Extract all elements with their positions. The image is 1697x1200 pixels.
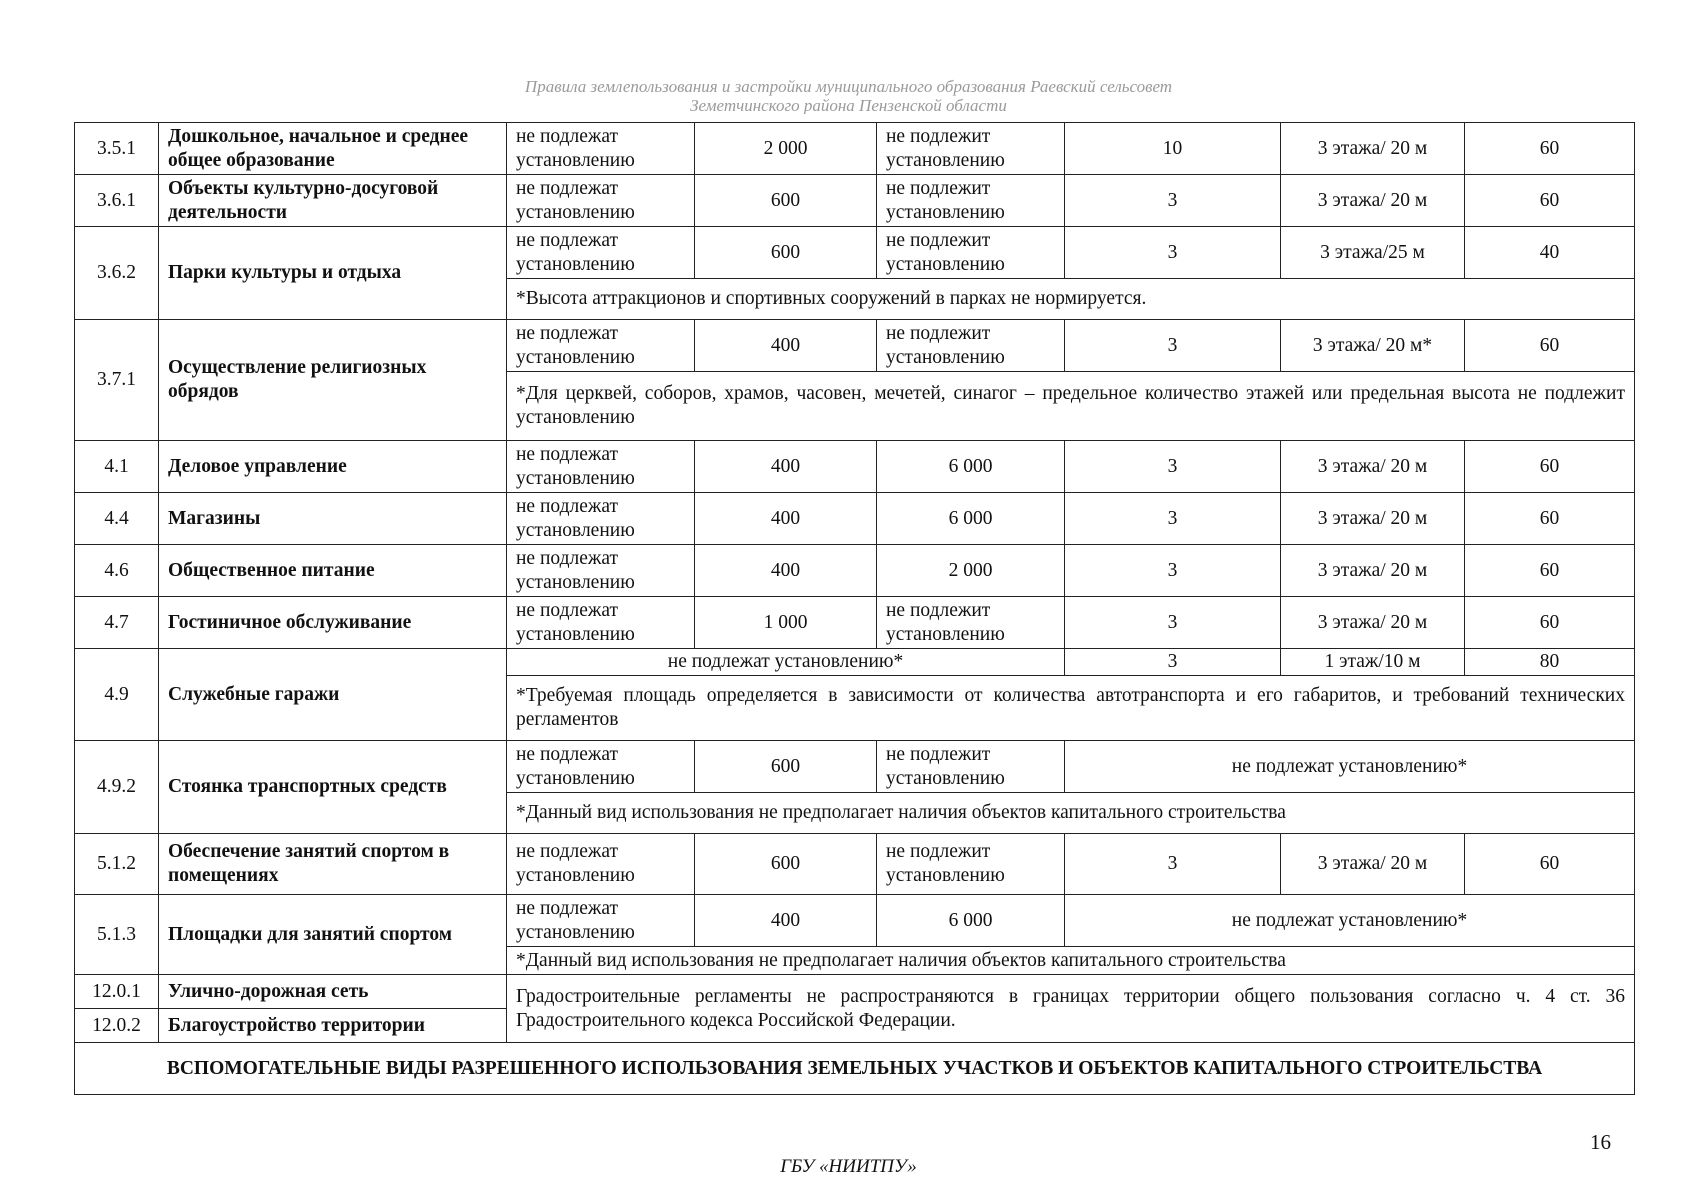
row-code: 4.1 <box>75 441 159 493</box>
row-code: 4.6 <box>75 545 159 597</box>
cell-value: 3 <box>1065 441 1281 493</box>
row-name: Парки культуры и отдыха <box>159 227 507 320</box>
cell-value: 3 этажа/ 20 м* <box>1281 320 1465 372</box>
row-name: Обеспечение занятий спортом в помещениях <box>159 834 507 895</box>
cell-value: не подлежит установлению <box>877 597 1065 649</box>
cell-value: 3 <box>1065 649 1281 676</box>
row-note: *Данный вид использования не предполагает наличия объектов капитального строительства <box>507 793 1635 834</box>
cell-value: 60 <box>1465 123 1635 175</box>
row-name: Осуществление религиозных обрядов <box>159 320 507 441</box>
row-name: Улично-дорожная сеть <box>159 975 507 1009</box>
cell-value: не подлежат установлению <box>507 227 695 279</box>
row-code: 12.0.2 <box>75 1009 159 1043</box>
cell-value: 3 <box>1065 175 1281 227</box>
cell-value: не подлежат установлению <box>507 175 695 227</box>
cell-value: 400 <box>695 545 877 597</box>
row-name: Площадки для занятий спортом <box>159 895 507 975</box>
cell-merged-value: не подлежат установлению* <box>507 649 1065 676</box>
cell-value: 3 этажа/ 20 м <box>1281 834 1465 895</box>
cell-value: не подлежит установлению <box>877 175 1065 227</box>
cell-value: 3 <box>1065 320 1281 372</box>
row-code: 4.9.2 <box>75 741 159 834</box>
row-name: Гостиничное обслуживание <box>159 597 507 649</box>
table-row <box>75 441 1635 493</box>
document-header <box>0 76 1697 114</box>
cell-value: не подлежат установлению <box>507 545 695 597</box>
header-line-2: Земетчинского района Пензенской области <box>690 98 1007 114</box>
table-row <box>75 320 1635 372</box>
cell-value: 400 <box>695 493 877 545</box>
cell-value: 2 000 <box>695 123 877 175</box>
cell-value: не подлежат установлению <box>507 493 695 545</box>
cell-value: 60 <box>1465 597 1635 649</box>
cell-merged-value: не подлежат установлению* <box>1065 895 1635 947</box>
row-name: Стоянка транспортных средств <box>159 741 507 834</box>
regulations-note: Градостроительные регламенты не распространяются в границах территории общего пользования согласно ч. 4 ст. 36 Градостроительного кодекса Российской Федерации. <box>507 975 1635 1043</box>
row-code: 3.7.1 <box>75 320 159 441</box>
row-note: *Требуемая площадь определяется в зависимости от количества автотранспорта и его габаритов, и требований технических регламентов <box>507 676 1635 741</box>
cell-value: 3 <box>1065 227 1281 279</box>
land-use-table <box>74 122 1635 1095</box>
cell-value: 60 <box>1465 834 1635 895</box>
table-row <box>75 895 1635 947</box>
table-row <box>75 649 1635 676</box>
cell-value: 60 <box>1465 545 1635 597</box>
cell-value: 6 000 <box>877 493 1065 545</box>
cell-value: не подлежит установлению <box>877 834 1065 895</box>
table-row <box>75 123 1635 175</box>
section-caption: ВСПОМОГАТЕЛЬНЫЕ ВИДЫ РАЗРЕШЕННОГО ИСПОЛЬЗОВАНИЯ ЗЕМЕЛЬНЫХ УЧАСТКОВ И ОБЪЕКТОВ КАПИТАЛЬНОГО СТРОИТЕЛЬСТВА <box>75 1043 1635 1095</box>
cell-value: 10 <box>1065 123 1281 175</box>
table-section-caption-row <box>75 1043 1635 1095</box>
table-row <box>75 227 1635 279</box>
page-number: 16 <box>1590 1130 1611 1154</box>
cell-value: 60 <box>1465 320 1635 372</box>
cell-value: 600 <box>695 834 877 895</box>
cell-value: 2 000 <box>877 545 1065 597</box>
row-note: *Для церквей, соборов, храмов, часовен, мечетей, синагог – предельное количество этажей или предельная высота не подлежит установлению <box>507 372 1635 441</box>
row-code: 4.7 <box>75 597 159 649</box>
cell-value: 3 этажа/ 20 м <box>1281 123 1465 175</box>
table-row <box>75 834 1635 895</box>
cell-value: 400 <box>695 441 877 493</box>
cell-value: 400 <box>695 320 877 372</box>
cell-value: 3 этажа/ 20 м <box>1281 545 1465 597</box>
cell-value: 60 <box>1465 175 1635 227</box>
row-code: 4.4 <box>75 493 159 545</box>
row-code: 5.1.3 <box>75 895 159 975</box>
cell-value: не подлежит установлению <box>877 227 1065 279</box>
cell-value: 40 <box>1465 227 1635 279</box>
cell-value: не подлежит установлению <box>877 320 1065 372</box>
cell-value: не подлежат установлению <box>507 895 695 947</box>
cell-value: 3 этажа/ 20 м <box>1281 175 1465 227</box>
table-row <box>75 975 1635 1009</box>
cell-value: 1 этаж/10 м <box>1281 649 1465 676</box>
cell-value: 3 <box>1065 545 1281 597</box>
table-row <box>75 597 1635 649</box>
row-code: 4.9 <box>75 649 159 741</box>
cell-value: 3 этажа/25 м <box>1281 227 1465 279</box>
cell-value: 3 <box>1065 834 1281 895</box>
row-code: 3.6.2 <box>75 227 159 320</box>
cell-value: не подлежат установлению <box>507 320 695 372</box>
cell-value: 60 <box>1465 441 1635 493</box>
cell-value: 600 <box>695 227 877 279</box>
cell-value: 1 000 <box>695 597 877 649</box>
table-row <box>75 545 1635 597</box>
cell-value: 600 <box>695 741 877 793</box>
cell-value: не подлежат установлению <box>507 123 695 175</box>
cell-value: 80 <box>1465 649 1635 676</box>
row-code: 3.5.1 <box>75 123 159 175</box>
document-footer: ГБУ «НИИТПУ» <box>780 1156 917 1177</box>
cell-value: не подлежат установлению <box>507 597 695 649</box>
cell-value: 3 этажа/ 20 м <box>1281 441 1465 493</box>
cell-value: не подлежат установлению <box>507 441 695 493</box>
header-line-1: Правила землепользования и застройки муниципального образования Раевский сельсовет <box>524 77 1173 96</box>
row-name: Благоустройство территории <box>159 1009 507 1043</box>
row-name: Деловое управление <box>159 441 507 493</box>
row-code: 5.1.2 <box>75 834 159 895</box>
cell-value: 3 <box>1065 597 1281 649</box>
row-name: Общественное питание <box>159 545 507 597</box>
table-row <box>75 493 1635 545</box>
cell-merged-value: не подлежат установлению* <box>1065 741 1635 793</box>
row-code: 3.6.1 <box>75 175 159 227</box>
table-row <box>75 741 1635 793</box>
cell-value: 6 000 <box>877 895 1065 947</box>
row-code: 12.0.1 <box>75 975 159 1009</box>
cell-value: 400 <box>695 895 877 947</box>
row-name: Объекты культурно-досуговой деятельности <box>159 175 507 227</box>
table-row <box>75 175 1635 227</box>
cell-value: 6 000 <box>877 441 1065 493</box>
row-note: *Высота аттракционов и спортивных сооружений в парках не нормируется. <box>507 279 1635 320</box>
cell-value: 600 <box>695 175 877 227</box>
cell-value: не подлежит установлению <box>877 123 1065 175</box>
row-name: Служебные гаражи <box>159 649 507 741</box>
cell-value: 60 <box>1465 493 1635 545</box>
row-name: Дошкольное, начальное и среднее общее образование <box>159 123 507 175</box>
cell-value: не подлежит установлению <box>877 741 1065 793</box>
cell-value: 3 этажа/ 20 м <box>1281 597 1465 649</box>
cell-value: 3 <box>1065 493 1281 545</box>
cell-value: не подлежат установлению <box>507 834 695 895</box>
cell-value: не подлежат установлению <box>507 741 695 793</box>
row-note: *Данный вид использования не предполагает наличия объектов капитального строительства <box>507 947 1635 975</box>
cell-value: 3 этажа/ 20 м <box>1281 493 1465 545</box>
row-name: Магазины <box>159 493 507 545</box>
